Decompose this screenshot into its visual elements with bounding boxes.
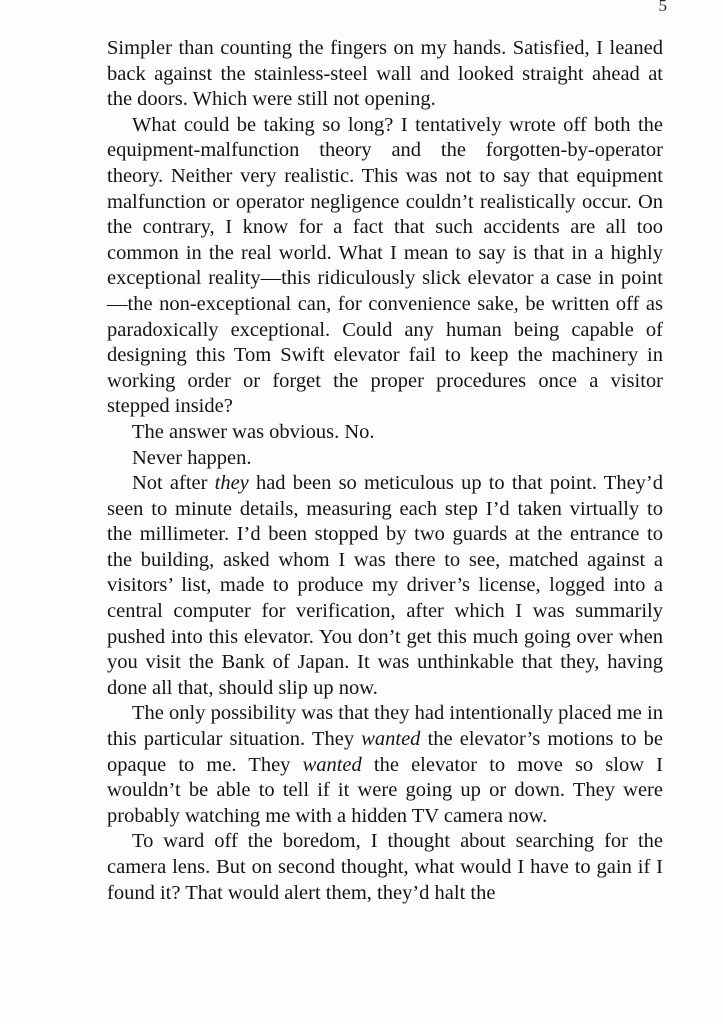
body-text xyxy=(107,36,663,906)
paragraph-6-emphasis-1: wanted xyxy=(361,728,421,751)
paragraph-6-text-a: The only possibility was that they had intentionally placed me in this particular situation. They xyxy=(107,702,663,751)
paragraph-6 xyxy=(107,701,663,829)
paragraph-3: The answer was obvious. No. xyxy=(132,420,375,443)
paragraph-2: What could be taking so long? I tentatively wrote off both the equipment-malfunction theory and the forgotten-by-operator theory. Neither very realistic. This was not to say that equipment malfunction or operator negligence couldn’t realistically occur. On the contrary, I know for a fact that such accidents are all too common in the real world. What I mean to say is that in a highly exceptional reality—this ridiculously slick elevator a case in point—the non-exceptional can, for convenience sake, be written off as paradoxically exceptional. Could any human being capable of designing this Tom Swift elevator fail to keep the machinery in working order or forget the proper procedures once a visitor stepped inside? xyxy=(107,113,663,418)
paragraph-5 xyxy=(107,471,663,701)
paragraph-5-text-b: had been so meticulous up to that point. They’d seen to minute details, measuring each step I’d taken virtually to the millimeter. I’d been stopped by two guards at the entrance to the building, asked whom I was there to see, matched against a visitors’ list, made to produce my driver’s license, logged into a central computer for verification, after which I was summarily pushed into this elevator. You don’t get this much going over when you visit the Bank of Japan. It was unthinkable that they, having done all that, should slip up now. xyxy=(107,472,663,699)
paragraph-6-text-c: the elevator to move so slow I wouldn’t be able to tell if it were going up or down. They were probably watching me with a hidden TV camera now. xyxy=(107,753,663,827)
paragraph-5-emphasis: they xyxy=(214,472,249,495)
paragraph-6-emphasis-2: wanted xyxy=(302,753,362,776)
paragraph-4: Never happen. xyxy=(132,446,252,469)
paragraph-6-text-b: the elevator’s motions to be opaque to me. They xyxy=(107,728,664,776)
page-number: 5 xyxy=(658,0,667,15)
paragraph-1: Simpler than counting the fingers on my hands. Satisfied, I leaned back against the stainless-steel wall and looked straight ahead at the doors. Which were still not opening. xyxy=(107,37,663,111)
paragraph-7: To ward off the boredom, I thought about searching for the camera lens. But on second thought, what would I have to gain if I found it? That would alert them, they’d halt the xyxy=(107,830,663,904)
paragraph-5-text-a: Not after xyxy=(132,472,215,495)
